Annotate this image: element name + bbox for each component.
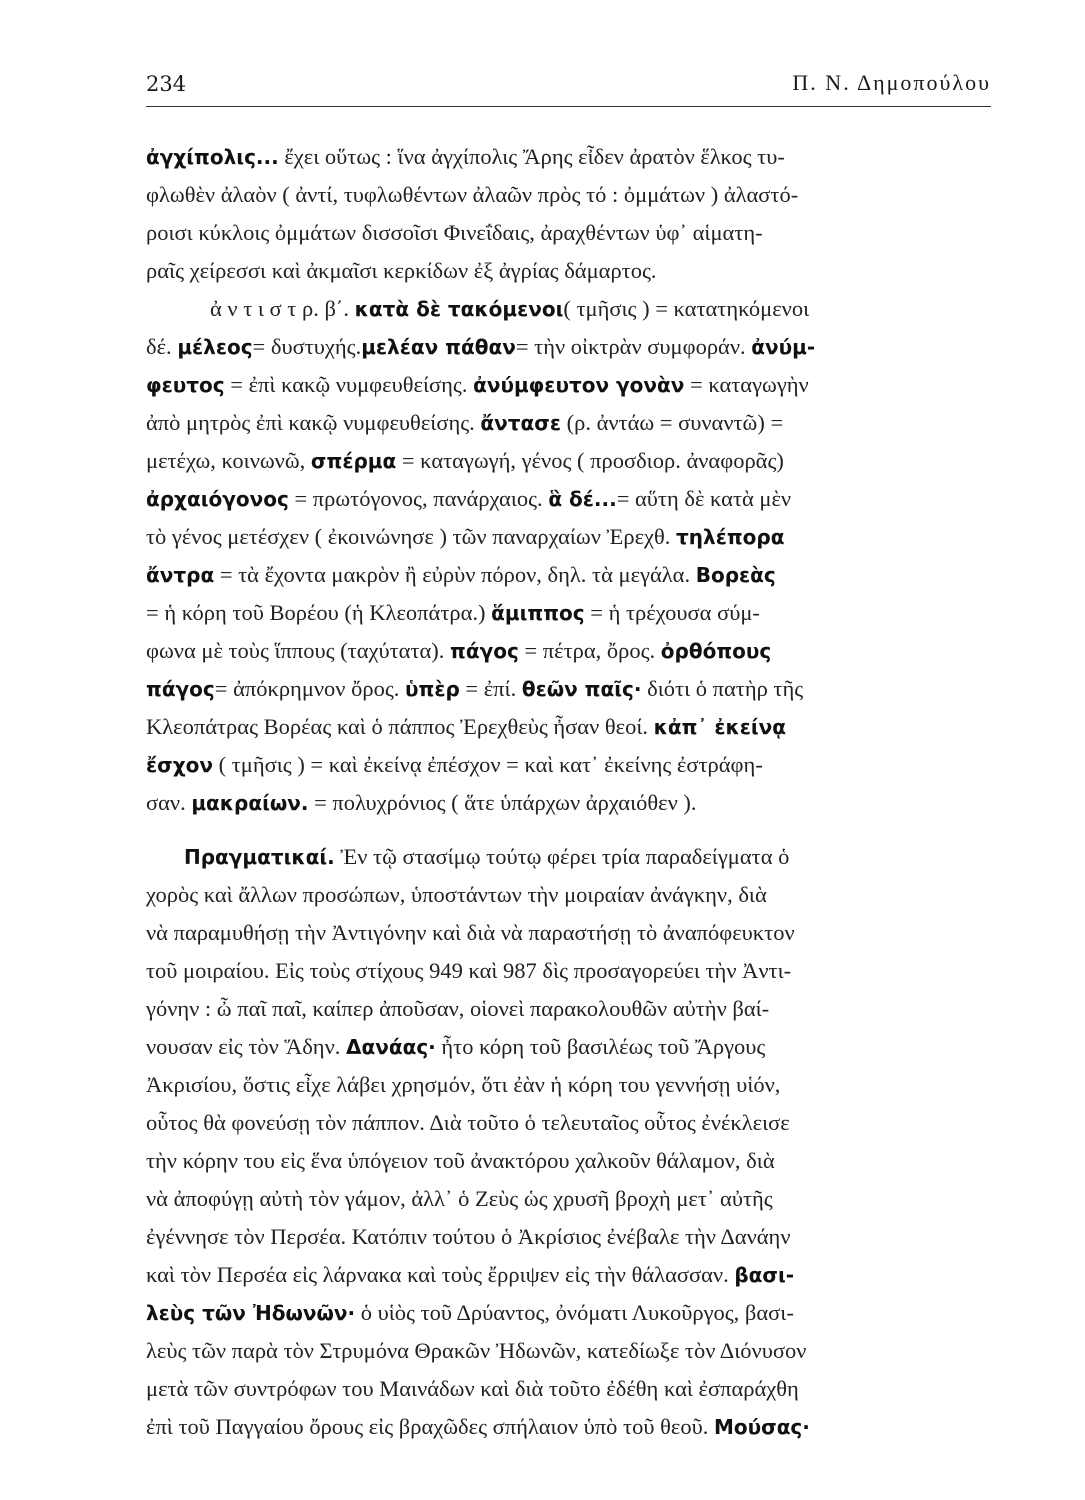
text-segment: ( τμῆσις ) = καὶ ἐκείνᾳ ἐπέσχον = καὶ κατ᾽ ἐκείνης ἐστράφη- [212,752,763,777]
text-segment: γόνην : ὦ παῖ παῖ, καίπερ ἀποῦσαν, οἱονεὶ παρακολουθῶν αὐτὴν βαί- [146,996,770,1021]
lemma-term: ὀρθόπους [660,639,772,663]
lemma-term: πάγος [146,677,215,701]
text-segment: = πέτρα, ὄρος. [518,638,661,663]
lemma-term: λεὺς τῶν Ἠδωνῶν· [146,1301,356,1325]
text-line [146,1104,991,1142]
text-segment: = πρωτόγονος, πανάρχαιος. [288,486,549,511]
text-segment: φωνα μὲ τοὺς ἵππους (ταχύτατα). [146,638,451,663]
text-segment: = ἡ κόρη τοῦ Βορέου (ἡ Κλεοπάτρα.) [146,600,492,625]
lemma-term: ἄντασε [480,411,561,435]
text-segment: τὸ γένος μετέσχεν ( ἐκοινώνησε ) τῶν παναρχαίων Ἐρεχθ. [146,524,677,549]
text-segment: δέ. [146,334,178,359]
text-line [146,876,991,914]
lemma-term: ἄντρα [146,563,215,587]
lemma-term: θεῶν παῖς· [521,677,642,701]
text-segment: Ἀκρισίου, ὅστις εἶχε λάβει χρησμόν, ὅτι ἐὰν ἡ κόρη του γεννήσῃ υἱόν, [146,1072,781,1097]
lemma-term: τηλέπορα [676,525,785,549]
page-header [146,66,991,107]
text-line [146,252,991,290]
factual-notes-section [146,838,991,1446]
text-segment: ροισι κύκλοις ὀμμάτων δισσοῖσι Φινεΐδαις, ἀραχθέντων ὑφ᾽ αἱματη- [146,220,763,245]
text-segment: νὰ παραμυθήσῃ τὴν Ἀντιγόνην καὶ διὰ νὰ παραστήσῃ τὸ ἀναπόφευκτον [146,920,795,945]
text-segment: = αὕτη δὲ κατὰ μὲν [616,486,792,511]
text-segment: χορὸς καὶ ἄλλων προσώπων, ὑποστάντων τὴν μοιραίαν ἀνάγκην, διὰ [146,882,767,907]
text-line [146,1370,991,1408]
text-line [146,1218,991,1256]
text-line [146,1408,991,1446]
text-line [146,746,991,784]
text-line [146,670,991,708]
text-line [146,1180,991,1218]
text-segment: = τὴν οἰκτρὰν συμφοράν. [515,334,752,359]
lemma-term: μακραίων. [191,791,309,815]
commentary-section [146,138,991,822]
lemma-term: ἅμιππος [491,601,585,625]
text-segment: = καταγωγή, γένος ( προσδιορ. ἀναφορᾶς) [396,448,784,473]
text-line [146,518,991,556]
text-line [146,214,991,252]
text-segment: τὴν κόρην του εἰς ἕνα ὑπόγειον τοῦ ἀνακτόρου χαλκοῦν θάλαμον, διὰ [146,1148,775,1173]
lemma-term: Βορεὰς [695,563,776,587]
lemma-term: πάγος [450,639,519,663]
text-segment: ἔχει οὕτως : ἵνα ἀγχίπολις Ἄρης εἶδεν ἀρατὸν ἕλκος τυ- [278,144,785,169]
text-segment: φλωθὲν ἀλαὸν ( ἀντί, τυφλωθέντων ἀλαῶν πρὸς τό : ὀμμάτων ) ἀλαστό- [146,182,799,207]
text-segment: ἀπὸ μητρὸς ἐπὶ κακῷ νυμφευθείσης. [146,410,481,435]
text-line [146,556,991,594]
lemma-term: ἀγχίπολις... [146,145,279,169]
text-line [146,328,991,366]
lemma-term: ἀνύμφευτον γονὰν [473,373,685,397]
text-line [146,1142,991,1180]
text-segment: = δυστυχής. [252,334,362,359]
lemma-term: ἀνύμ- [751,335,816,359]
running-title: Π. Ν. Δημοπούλου [792,70,991,95]
text-segment: = τὰ ἔχοντα μακρὸν ἢ εὐρὺν πόρον, δηλ. τὰ μεγάλα. [214,562,696,587]
text-segment: (ρ. ἀντάω = συναντῶ) = [560,410,784,435]
text-line [146,1294,991,1332]
text-segment: ἐπὶ τοῦ Παγγαίου ὄρους εἰς βραχῶδες σπήλαιον ὑπὸ τοῦ θεοῦ. [146,1414,714,1439]
lemma-term: φευτος [146,373,225,397]
text-line [146,1028,991,1066]
lemma-term: μελέαν πάθαν [361,335,516,359]
text-segment: καὶ τὸν Περσέα εἰς λάρνακα καὶ τοὺς ἔρριψεν εἰς τὴν θάλασσαν. [146,1262,735,1287]
text-line [146,138,991,176]
text-segment: Κλεοπάτρας Βορέας καὶ ὁ πάππος Ἐρεχθεὺς ἦσαν θεοί. [146,714,654,739]
lemma-term: μέλεος [177,335,253,359]
text-segment: ραῖς χείρεσσι καὶ ἀκμαῖσι κερκίδων ἐξ ἀγρίας δάμαρτος. [146,258,657,283]
text-segment: ἐγέννησε τὸν Περσέα. Κατόπιν τούτου ὁ Ἀκρίσιος ἐνέβαλε τὴν Δανάην [146,1224,791,1249]
text-line [146,442,991,480]
text-segment: = ἐπί. [459,676,522,701]
text-segment: = ἐπὶ κακῷ νυμφευθείσης. [224,372,474,397]
text-segment: διότι ὁ πατὴρ τῆς [641,676,804,701]
text-line [146,176,991,214]
text-segment: μετέχω, κοινωνῶ, [146,448,311,473]
text-segment: λεὺς τῶν παρὰ τὸν Στρυμόνα Θρακῶν Ἠδωνῶν, κατεδίωξε τὸν Διόνυσον [146,1338,807,1363]
text-segment: οὗτος θὰ φονεύσῃ τὸν πάππον. Διὰ τοῦτο ὁ τελευταῖος οὗτος ἐνέκλεισε [146,1110,790,1135]
text-line [146,404,991,442]
text-line [146,952,991,990]
lemma-term: ἃ δέ... [548,487,617,511]
text-line [146,784,991,822]
lemma-term: κἀπ᾽ ἐκείνᾳ [653,715,787,739]
text-segment: τοῦ μοιραίου. Εἰς τοὺς στίχους 949 καὶ 987 δὶς προσαγορεύει τὴν Ἀντι- [146,958,792,983]
lemma-term: βασι- [734,1263,795,1287]
text-segment: = ἀπόκρημνον ὄρος. [214,676,405,701]
text-line [146,594,991,632]
text-segment: σαν. [146,790,192,815]
text-segment: = πολυχρόνιος ( ἅτε ὑπάρχων ἀρχαιόθεν ). [308,790,697,815]
text-segment: = καταγωγὴν [684,372,809,397]
lemma-term: κατὰ δὲ τακόμενοι [354,297,564,321]
text-line [146,708,991,746]
text-segment: Ἐν τῷ στασίμῳ τούτῳ φέρει τρία παραδείγματα ὁ [334,844,790,869]
text-segment: νὰ ἀποφύγῃ αὐτὴ τὸν γάμον, ἀλλ᾽ ὁ Ζεὺς ὡς χρυσῆ βροχὴ μετ᾽ αὐτῆς [146,1186,773,1211]
text-line [146,1332,991,1370]
lemma-term: σπέρμα [310,449,397,473]
text-line [146,1256,991,1294]
lemma-term: ἀρχαιόγονος [146,487,289,511]
page-number: 234 [146,72,187,96]
text-segment: = ἡ τρέχουσα σύμ- [584,600,760,625]
text-segment: ὁ υἱὸς τοῦ Δρύαντος, ὀνόματι Λυκοῦργος, βασι- [355,1300,794,1325]
text-line [146,990,991,1028]
text-line [146,480,991,518]
lemma-term: Μούσας· [713,1415,810,1439]
text-segment: ἦτο κόρη τοῦ βασιλέως τοῦ Ἄργους [435,1034,766,1059]
lemma-term: Πραγματικαί. [184,845,335,869]
text-line [146,632,991,670]
text-line [146,914,991,952]
lemma-term: ὑπὲρ [405,677,460,701]
lemma-term: Δανάας· [346,1035,436,1059]
text-segment: νουσαν εἰς τὸν Ἅδην. [146,1034,346,1059]
text-line [146,1066,991,1104]
lemma-term: ἔσχον [146,753,213,777]
text-line [146,366,991,404]
text-segment: ( τμῆσις ) = κατατηκόμενοι [563,296,810,321]
text-segment: ἀ ν τ ι σ τ ρ. β΄. [210,296,355,321]
text-line [146,290,991,328]
text-segment: μετὰ τῶν συντρόφων του Μαινάδων καὶ διὰ τοῦτο ἐδέθη καὶ ἐσπαράχθη [146,1376,799,1401]
text-line [146,838,991,876]
